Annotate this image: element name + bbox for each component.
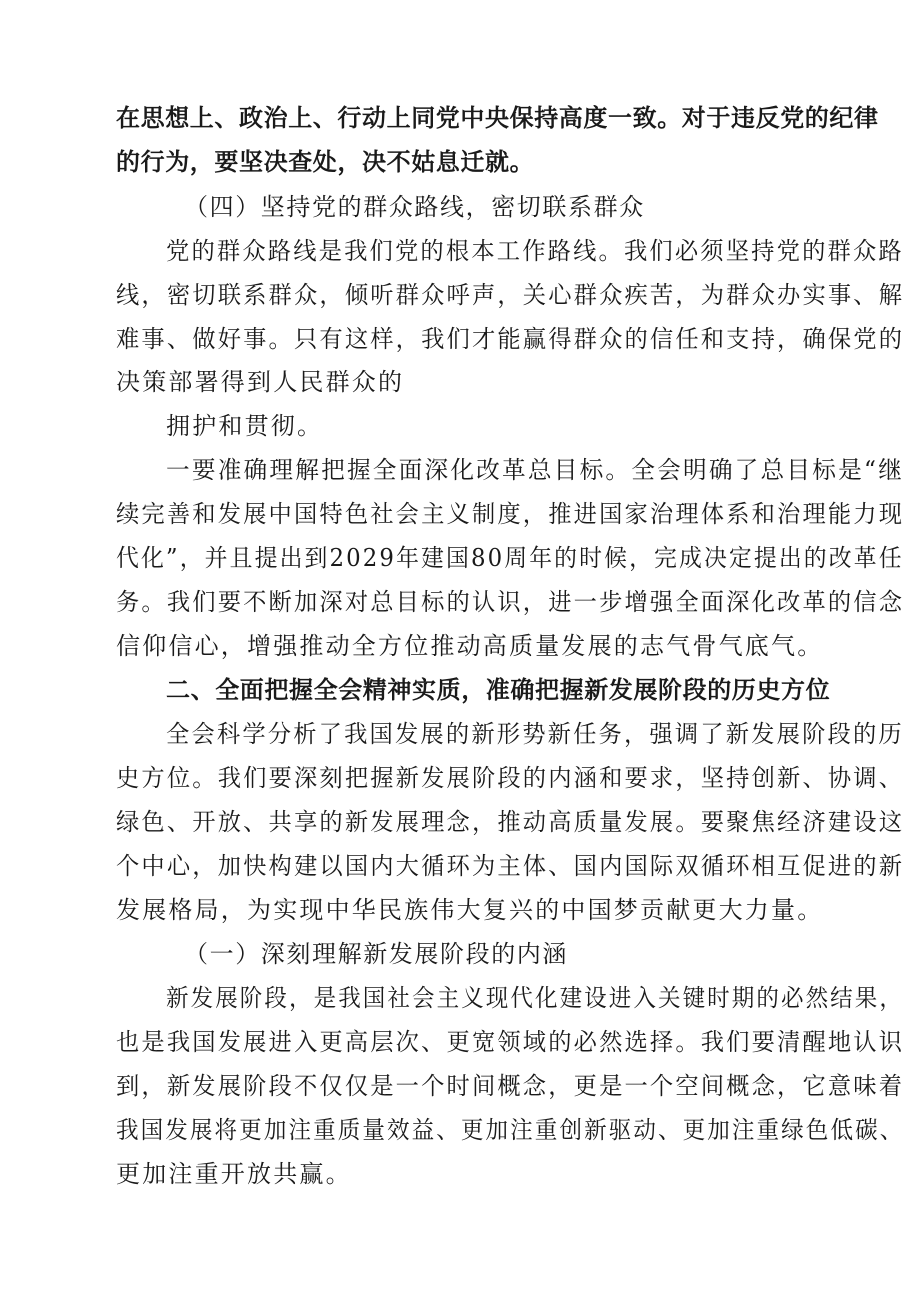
paragraph-line: 代化”，并且提出到2029年建国80周年的时候，完成决定提出的改革任 (116, 544, 904, 572)
paragraph-line: 续完善和发展中国特色社会主义制度，推进国家治理体系和治理能力现 (116, 500, 905, 528)
paragraph-line: 党的群众路线是我们党的根本工作路线。我们必须坚持党的群众路 (166, 237, 904, 265)
paragraph-line: 的行为，要坚决查处，决不姑息迁就。 (116, 148, 535, 176)
paragraph-line: 全会科学分析了我国发展的新形势新任务，强调了新发展阶段的历 (166, 720, 904, 748)
paragraph-line: 新发展阶段，是我国社会主义现代化建设进入关键时期的必然结果， (166, 984, 904, 1012)
paragraph-line: 个中心，加快构建以国内大循环为主体、国内国际双循环相互促进的新 (116, 852, 905, 880)
paragraph-line: 难事、做好事。只有这样，我们才能赢得群众的信任和支持，确保党的 (116, 325, 905, 353)
section-subheading: （四）坚持党的群众路线，密切联系群众 (184, 193, 645, 221)
paragraph-line: 史方位。我们要深刻把握新发展阶段的内涵和要求，坚持创新、协调、 (116, 764, 905, 792)
paragraph-line: 信仰信心，增强推动全方位推动高质量发展的志气骨气底气。 (116, 632, 824, 660)
paragraph-line: 在思想上、政治上、行动上同党中央保持高度一致。对于违反党的纪律 (116, 104, 879, 132)
paragraph-line: 一要准确理解把握全面深化改革总目标。全会明确了总目标是“继 (166, 456, 905, 484)
paragraph-line: 决策部署得到人民群众的 (116, 368, 405, 396)
paragraph-line: 务。我们要不断加深对总目标的认识，进一步增强全面深化改革的信念 (116, 588, 905, 616)
section-heading: 二、全面把握全会精神实质，准确把握新发展阶段的历史方位 (166, 676, 831, 704)
paragraph-line: 我国发展将更加注重质量效益、更加注重创新驱动、更加注重绿色低碳、 (116, 1116, 905, 1144)
paragraph-line: 发展格局，为实现中华民族伟大复兴的中国梦贡献更大力量。 (116, 896, 824, 924)
paragraph-line: 绿色、开放、共享的新发展理念，推动高质量发展。要聚焦经济建设这 (116, 808, 905, 836)
paragraph-line: 更加注重开放共赢。 (116, 1160, 352, 1188)
paragraph-line: 到，新发展阶段不仅仅是一个时间概念，更是一个空间概念，它意味着 (116, 1072, 905, 1100)
section-subheading: （一）深刻理解新发展阶段的内涵 (184, 940, 568, 968)
paragraph-line: 也是我国发展进入更高层次、更宽领域的必然选择。我们要清醒地认识 (116, 1028, 905, 1056)
paragraph-line: 线，密切联系群众，倾听群众呼声，关心群众疾苦，为群众办实事、解 (116, 281, 905, 309)
paragraph-line: 拥护和贯彻。 (166, 412, 324, 440)
